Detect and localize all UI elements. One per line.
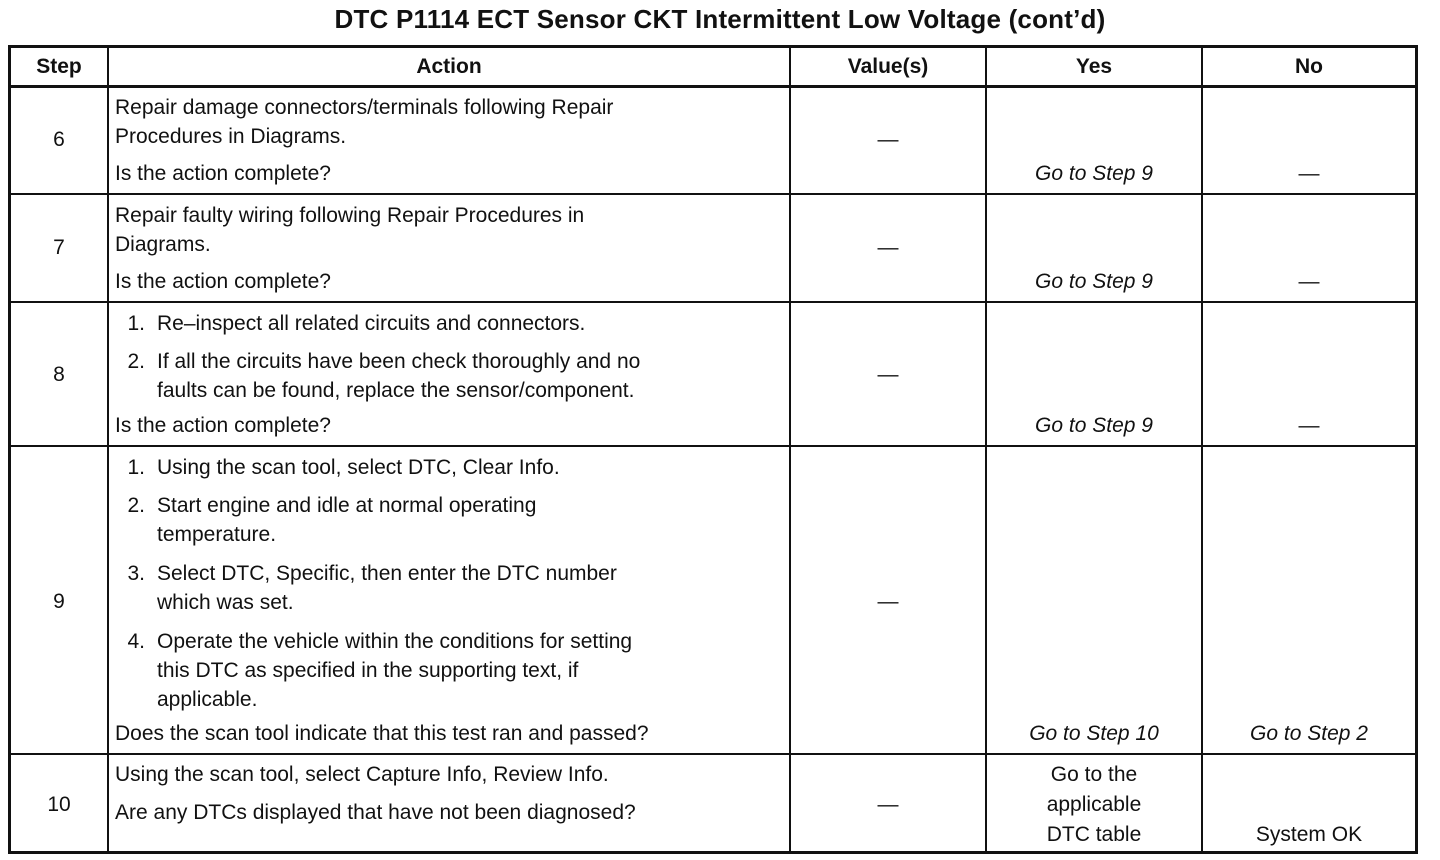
numbered-item xyxy=(115,627,785,714)
action-text: Procedures in Diagrams. xyxy=(115,125,347,148)
item-number: 1. xyxy=(127,312,145,335)
step-number: 8 xyxy=(53,363,65,386)
item-text: Start engine and idle at normal operating xyxy=(157,494,537,517)
numbered-item xyxy=(115,559,785,617)
row-divider xyxy=(11,193,1415,195)
item-text: Select DTC, Specific, then enter the DTC number xyxy=(157,562,617,585)
item-number: 1. xyxy=(127,456,145,479)
item-number: 2. xyxy=(127,350,145,373)
item-text: which was set. xyxy=(157,591,294,614)
numbered-item xyxy=(115,491,785,549)
action-text: Using the scan tool, select Capture Info, Review Info. xyxy=(115,763,609,786)
numbered-item xyxy=(115,453,785,482)
value-cell xyxy=(791,125,985,154)
no-result: — xyxy=(1298,414,1320,437)
row-divider xyxy=(11,753,1415,755)
numbered-item xyxy=(115,309,785,338)
row-divider xyxy=(11,301,1415,303)
value-cell xyxy=(791,360,985,389)
value-cell xyxy=(791,587,985,616)
diagnostic-table xyxy=(8,45,1418,854)
item-text: Re–inspect all related circuits and connectors. xyxy=(157,312,586,335)
value-text: — xyxy=(877,590,899,613)
item-text: temperature. xyxy=(157,523,277,546)
header-step: Step xyxy=(36,55,82,78)
header-values: Value(s) xyxy=(847,55,929,78)
item-number: 3. xyxy=(127,562,145,585)
numbered-item xyxy=(115,347,785,405)
step-number: 9 xyxy=(53,590,65,613)
item-text: faults can be found, replace the sensor/component. xyxy=(157,379,635,402)
value-text: — xyxy=(877,793,899,816)
item-number: 2. xyxy=(127,494,145,517)
step-number: 6 xyxy=(53,128,65,151)
yes-result: DTC table xyxy=(1046,823,1142,846)
document-title: DTC P1114 ECT Sensor CKT Intermittent Low Voltage (cont’d) xyxy=(334,4,1106,34)
header-yes: Yes xyxy=(1075,55,1113,78)
action-question: Is the action complete? xyxy=(115,162,331,185)
column-divider xyxy=(107,48,109,851)
column-divider xyxy=(789,48,791,851)
step-number: 10 xyxy=(47,793,71,816)
no-result: — xyxy=(1298,270,1320,293)
action-text: Repair faulty wiring following Repair Procedures in xyxy=(115,204,585,227)
value-cell xyxy=(791,233,985,262)
no-result: — xyxy=(1298,162,1320,185)
yes-result: Go to Step 9 xyxy=(1035,162,1153,185)
yes-result: applicable xyxy=(1046,793,1142,816)
action-question: Does the scan tool indicate that this test ran and passed? xyxy=(115,722,649,745)
header-action: Action xyxy=(416,55,482,78)
item-text: Operate the vehicle within the conditions for setting xyxy=(157,630,633,653)
item-text: If all the circuits have been check thoroughly and no xyxy=(157,350,641,373)
action-question: Is the action complete? xyxy=(115,270,331,293)
item-text: applicable. xyxy=(157,688,258,711)
item-number: 4. xyxy=(127,630,145,653)
no-result: System OK xyxy=(1255,823,1363,846)
yes-result: Go to Step 9 xyxy=(1035,270,1153,293)
row-divider xyxy=(11,85,1415,88)
yes-result: Go to Step 10 xyxy=(1029,722,1159,745)
item-text: Using the scan tool, select DTC, Clear Info. xyxy=(157,456,560,479)
value-cell xyxy=(791,790,985,819)
yes-result: Go to Step 9 xyxy=(1035,414,1153,437)
item-text: this DTC as specified in the supporting text, if xyxy=(157,659,579,682)
step-number: 7 xyxy=(53,236,65,259)
action-question: Is the action complete? xyxy=(115,414,331,437)
header-no: No xyxy=(1295,55,1323,78)
action-text: Diagrams. xyxy=(115,233,211,256)
action-question: Are any DTCs displayed that have not been diagnosed? xyxy=(115,801,636,824)
value-text: — xyxy=(877,128,899,151)
row-divider xyxy=(11,445,1415,447)
no-result: Go to Step 2 xyxy=(1250,722,1368,745)
action-text: Repair damage connectors/terminals following Repair xyxy=(115,96,614,119)
yes-result: Go to the xyxy=(1050,763,1138,786)
value-text: — xyxy=(877,363,899,386)
value-text: — xyxy=(877,236,899,259)
